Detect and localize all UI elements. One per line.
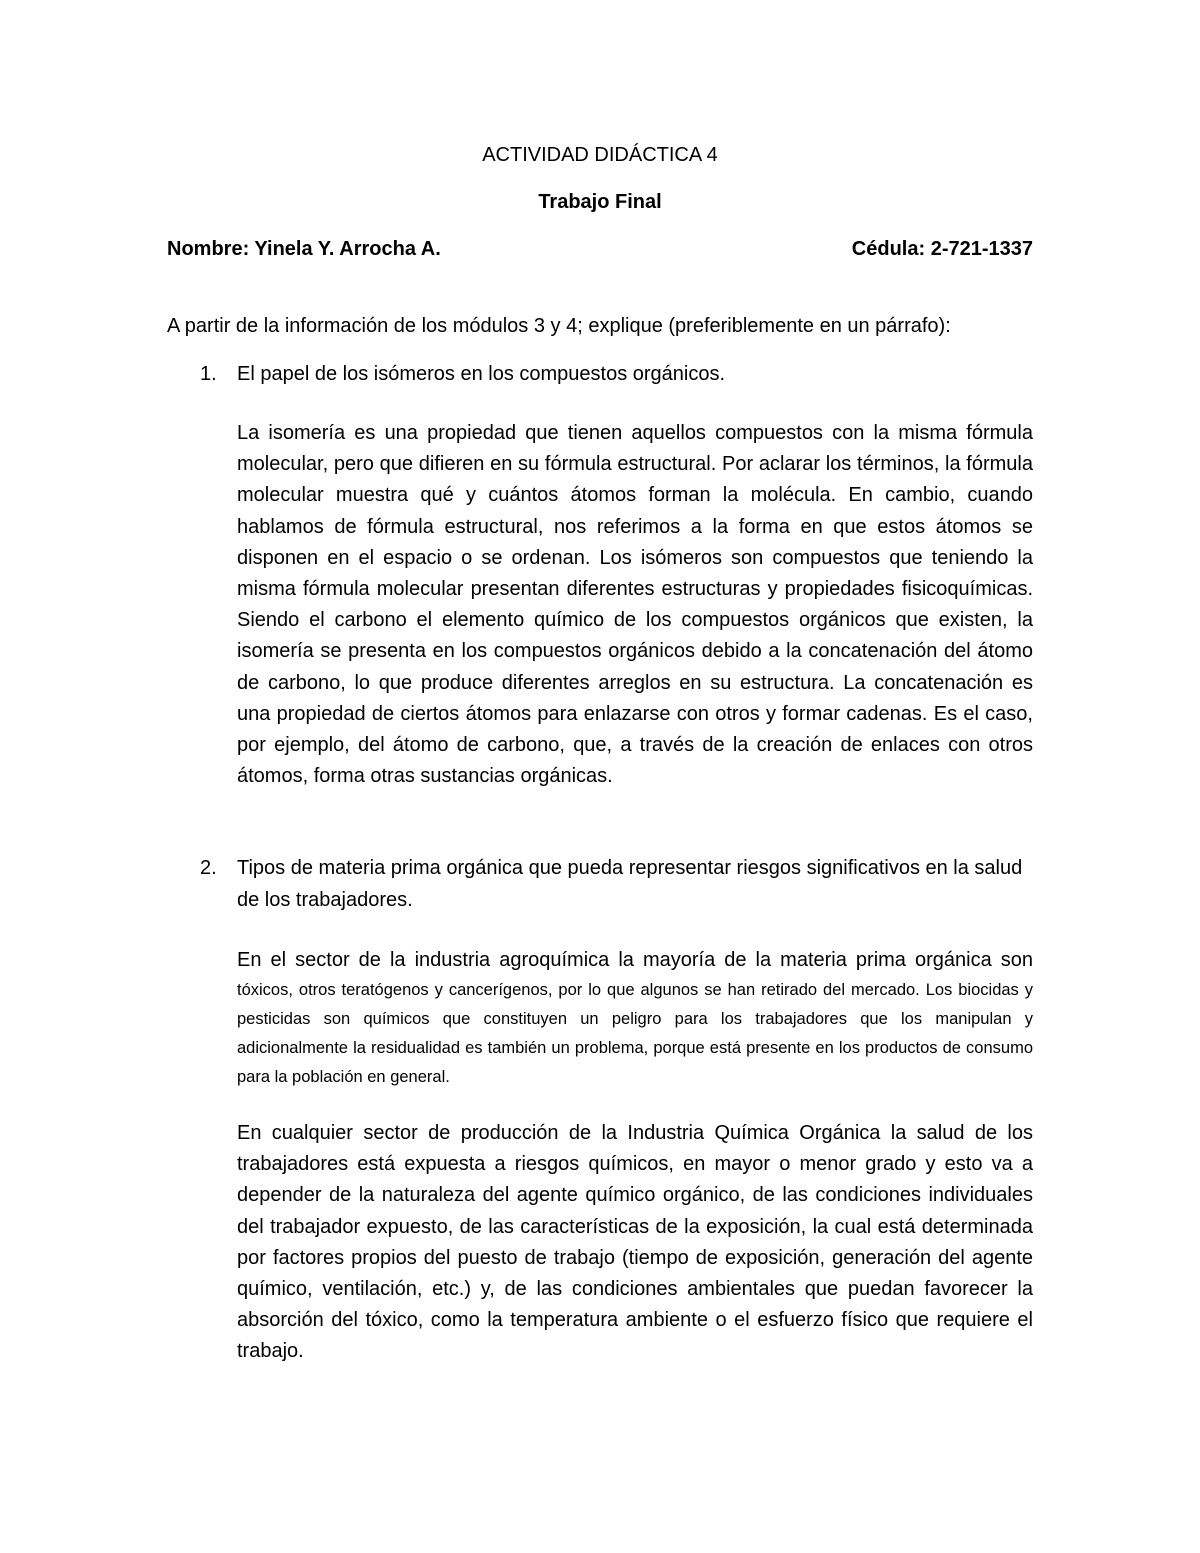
- question-2-answer-paragraph-2: En cualquier sector de producción de la Industria Química Orgánica la salud de los trabajadores está expuesta a riesgos químicos, en mayor o menor grado y esto va a depender de la naturaleza del agente químico orgánico, de las condiciones individuales del trabajador expuesto, de las características de la exposición, la cual está determinada por factores propios del puesto de trabajo (tiempo de exposición, generación del agente químico, ventilación, etc.) y, de las condiciones ambientales que puedan favorecer la absorción del tóxico, como la temperatura ambiente o el esfuerzo físico que requiere el trabajo.: [237, 1122, 1033, 1363]
- student-id: Cédula: 2-721-1337: [851, 238, 1033, 260]
- question-2-answer-lead: En el sector de la industria agroquímica la mayoría de la materia prima orgánica son: [237, 949, 1033, 971]
- student-info-row: [167, 236, 1033, 262]
- question-1-text: El papel de los isómeros en los compuestos orgánicos.: [237, 363, 726, 385]
- instructions: A partir de la información de los módulos 3 y 4; explique (preferiblemente en un párrafo):: [167, 315, 951, 337]
- question-1-number: 1.: [200, 363, 217, 385]
- student-name: Nombre: Yinela Y. Arrocha A.: [167, 238, 441, 260]
- question-2-number: 2.: [200, 857, 217, 879]
- question-1-answer: La isomería es una propiedad que tienen aquellos compuestos con la misma fórmula molecular, pero que difieren en su fórmula estructural. Por aclarar los términos, la fórmula molecular muestra qué y cuántos átomos forman la molécula. En cambio, cuando hablamos de fórmula estructural, nos referimos a la forma en que estos átomos se disponen en el espacio o se ordenan. Los isómeros son compuestos que teniendo la misma fórmula molecular presentan diferentes estructuras y propiedades fisicoquímicas. Siendo el carbono el elemento químico de los compuestos orgánicos que existen, la isomería se presenta en los compuestos orgánicos debido a la concatenación del átomo de carbono, lo que produce diferentes arreglos en su estructura. La concatenación es una propiedad de ciertos átomos para enlazarse con otros y formar cadenas. Es el caso, por ejemplo, del átomo de carbono, que, a través de la creación de enlaces con otros átomos, forma otras sustancias orgánicas.: [237, 422, 1033, 788]
- document-title: ACTIVIDAD DIDÁCTICA 4: [482, 144, 718, 166]
- document-subtitle: Trabajo Final: [538, 191, 662, 213]
- question-2-answer: [237, 946, 1033, 1092]
- question-2-answer-rest: tóxicos, otros teratógenos y cancerígenos, por lo que algunos se han retirado del mercado. Los biocidas y pesticidas son químicos que constituyen un peligro para los trabajadores que los manipulan y adicionalmente la residualidad es también un problema, porque está presente en los productos de consumo para la población en general.: [237, 981, 1033, 1086]
- question-2-text: Tipos de materia prima orgánica que pueda representar riesgos significativos en la salud de los trabajadores.: [237, 857, 1023, 911]
